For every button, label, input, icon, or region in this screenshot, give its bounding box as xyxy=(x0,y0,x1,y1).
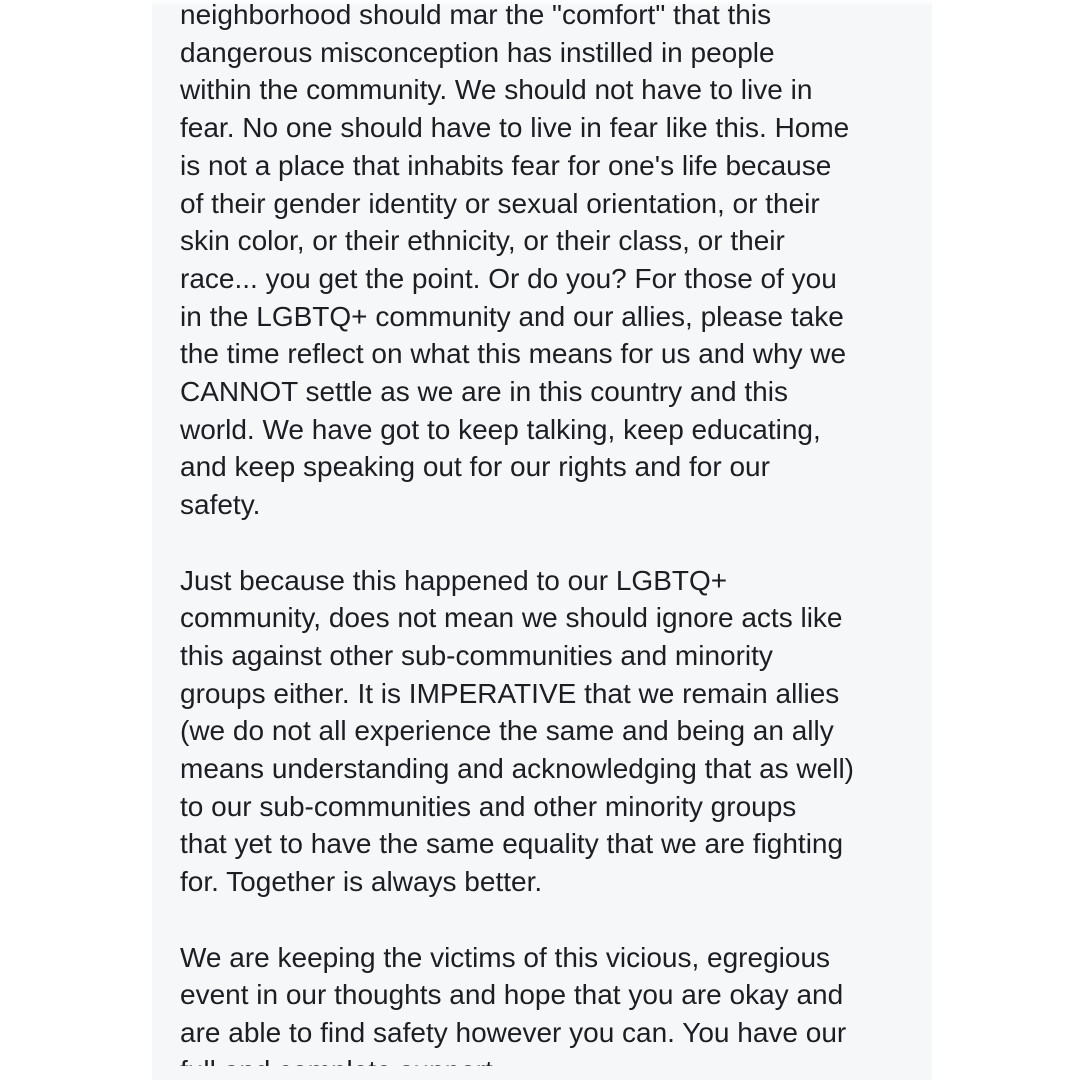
post-frame xyxy=(152,0,932,1080)
frame-bottom-edge xyxy=(152,1066,932,1080)
post-line: to our sub-communities and other minority groups xyxy=(180,790,797,822)
post-line: Just because this happened to our LGBTQ+ xyxy=(180,564,728,596)
post-line: community, does not mean we should ignore acts like xyxy=(180,602,843,634)
post-line: fear. No one should have to live in fear like this. Home xyxy=(180,112,850,144)
post-line: is not a place that inhabits fear for one's life because xyxy=(180,149,832,181)
post-body xyxy=(180,0,920,1080)
post-line: event in our thoughts and hope that you are okay and xyxy=(180,979,844,1011)
post-line: world. We have got to keep talking, keep educating, xyxy=(180,413,821,445)
post-line: skin color, or their ethnicity, or their class, or their xyxy=(180,225,785,257)
post-line: neighborhood should mar the "comfort" that this xyxy=(180,0,772,30)
post-paragraph-1 xyxy=(180,0,920,524)
post-line: safety. xyxy=(180,489,261,521)
post-line: race... you get the point. Or do you? For those of you xyxy=(180,262,837,294)
post-line: and keep speaking out for our rights and for our xyxy=(180,451,770,483)
post-line: the time reflect on what this means for us and why we xyxy=(180,338,847,370)
post-paragraph-2 xyxy=(180,562,920,901)
post-line: (we do not all experience the same and being an ally xyxy=(180,715,834,747)
post-line: this against other sub-communities and minority xyxy=(180,639,773,671)
post-line: of their gender identity or sexual orientation, or their xyxy=(180,187,820,219)
post-line: are able to find safety however you can. You have our xyxy=(180,1016,847,1048)
post-line: that yet to have the same equality that we are fighting xyxy=(180,828,844,860)
post-line: dangerous misconception has instilled in people xyxy=(180,36,775,68)
post-paragraph-3 xyxy=(180,939,920,1080)
post-line: means understanding and acknowledging that as well) xyxy=(180,753,854,785)
post-line: We are keeping the victims of this vicious, egregious xyxy=(180,941,831,973)
post-line: within the community. We should not have to live in xyxy=(180,74,813,106)
post-line: groups either. It is IMPERATIVE that we remain allies xyxy=(180,677,840,709)
post-line: for. Together is always better. xyxy=(180,866,543,898)
post-line: in the LGBTQ+ community and our allies, please take xyxy=(180,300,844,332)
post-line: CANNOT settle as we are in this country and this xyxy=(180,376,788,408)
